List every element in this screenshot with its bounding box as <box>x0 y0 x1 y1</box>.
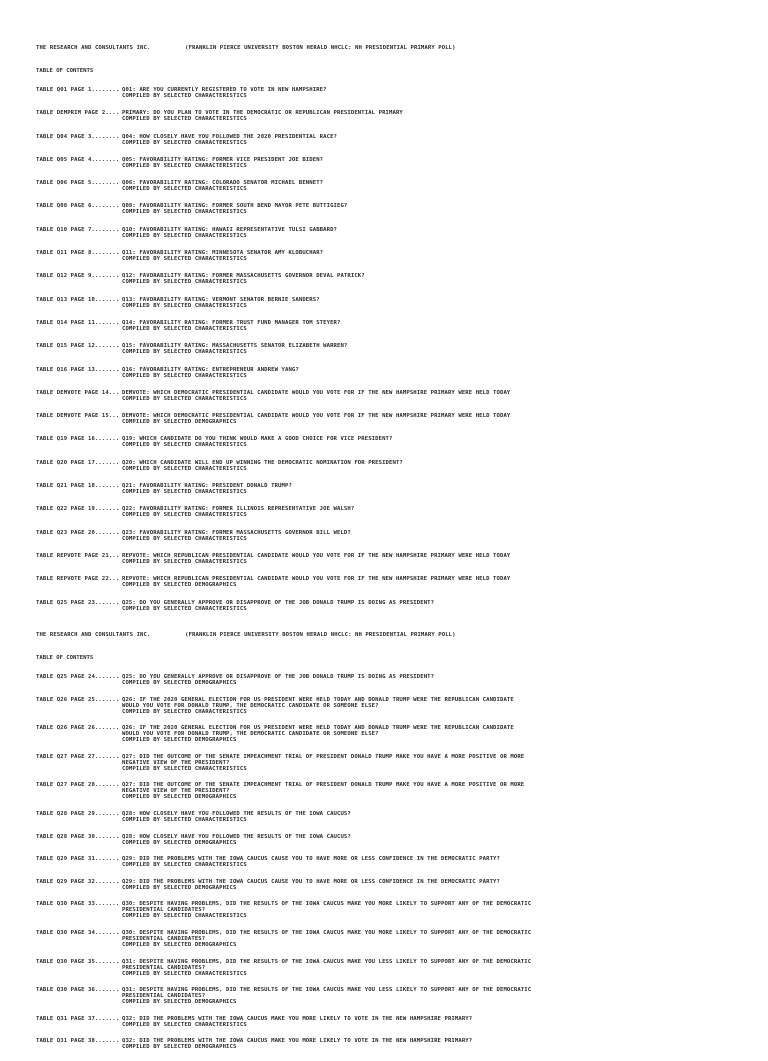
toc-entry-table-ref: TABLE Q26 PAGE 26....... <box>36 725 120 732</box>
toc-entry-description <box>122 390 748 402</box>
toc-entry-line: Q31: DESPITE HAVING PROBLEMS, DID THE RESULTS OF THE IOWA CAUCUS MAKE YOU LESS LIKELY TO SUPPORT ANY OF THE DEMOCRATIC <box>122 987 532 994</box>
toc-entry-line: Q16: FAVORABILITY RATING: ENTREPRENEUR ANDREW YANG? <box>122 366 299 373</box>
toc-entry <box>36 901 748 919</box>
toc-entry <box>36 87 748 99</box>
toc-entry-table-ref: TABLE Q13 PAGE 10....... <box>36 296 120 303</box>
toc-entry <box>36 436 748 448</box>
toc-entry-table-ref: TABLE Q01 PAGE 1........ <box>36 87 120 93</box>
toc-entry <box>36 834 748 846</box>
toc-entry-line: Q32: DID THE PROBLEMS WITH THE IOWA CAUCUS MAKE YOU MORE LIKELY TO VOTE IN THE NEW HAMPSHIRE PRIMARY? <box>122 1038 473 1045</box>
toc-entry-line: Q06: FAVORABILITY RATING: COLORADO SENATOR MICHAEL BENNET? <box>122 180 324 187</box>
toc-entry-line: COMPILED BY SELECTED CHARACTERISTICS <box>122 209 247 216</box>
toc-entry-description <box>122 367 748 379</box>
toc-entry-table-ref: TABLE Q26 PAGE 25....... <box>36 696 120 703</box>
toc-entry-description <box>122 782 748 800</box>
toc-entry-line: PRESIDENTIAL CANDIDATES? <box>122 907 206 914</box>
toc-entry <box>36 250 748 262</box>
toc-entry-description <box>122 674 748 686</box>
toc-entry-description <box>122 901 748 919</box>
toc-entry-line: COMPILED BY SELECTED CHARACTERISTICS <box>122 162 247 169</box>
toc-entry-line: WOULD YOU VOTE FOR DONALD TRUMP, THE DEMOCRATIC CANDIDATE OR SOMEONE ELSE? <box>122 731 379 738</box>
toc-entry-line: COMPILED BY SELECTED DEMOGRAPHICS <box>122 794 237 801</box>
toc-entry-description <box>122 134 748 146</box>
toc-entry-description <box>122 879 748 891</box>
toc-entry-line: COMPILED BY SELECTED CHARACTERISTICS <box>122 232 247 239</box>
toc-entry-line: Q29: DID THE PROBLEMS WITH THE IOWA CAUCUS CAUSE YOU TO HAVE MORE OR LESS CONFIDENCE IN THE DEMOCRATIC PARTY? <box>122 878 500 885</box>
toc-entry-line: Q25: DO YOU GENERALLY APPROVE OR DISAPPROVE OF THE JOB DONALD TRUMP IS DOING AS PRESIDENT? <box>122 599 435 606</box>
toc-entry-description <box>122 110 748 122</box>
toc-entry-table-ref: TABLE Q04 PAGE 3........ <box>36 133 120 140</box>
toc-entry <box>36 674 748 686</box>
toc-entry-line: COMPILED BY SELECTED DEMOGRAPHICS <box>122 884 237 891</box>
toc-entry-line: Q10: FAVORABILITY RATING: HAWAII REPRESENTATIVE TULSI GABBARD? <box>122 226 337 233</box>
toc-entry-line: Q21: FAVORABILITY RATING: PRESIDENT DONALD TRUMP? <box>122 483 292 490</box>
toc-entry-description <box>122 834 748 846</box>
toc-entry-line: COMPILED BY SELECTED DEMOGRAPHICS <box>122 582 237 589</box>
toc-entry <box>36 959 748 977</box>
toc-entry-description <box>122 87 748 99</box>
toc-entry-table-ref: TABLE Q20 PAGE 17....... <box>36 459 120 466</box>
toc-entry-table-ref: TABLE Q30 PAGE 34....... <box>36 929 120 936</box>
toc-entry-table-ref: TABLE REPVOTE PAGE 21... <box>36 552 120 559</box>
toc-entry <box>36 460 748 472</box>
toc-entry-line: Q32: DID THE PROBLEMS WITH THE IOWA CAUCUS MAKE YOU MORE LIKELY TO VOTE IN THE NEW HAMPSHIRE PRIMARY? <box>122 1015 473 1022</box>
toc-entry-table-ref: TABLE Q27 PAGE 28....... <box>36 782 120 789</box>
toc-entry <box>36 413 748 425</box>
toc-entry <box>36 506 748 518</box>
toc-entry <box>36 134 748 146</box>
toc-entry-description <box>122 553 748 565</box>
toc-entry-table-ref: TABLE Q05 PAGE 4........ <box>36 156 120 163</box>
toc-entry-line: Q26: IF THE 2020 GENERAL ELECTION FOR US PRESIDENT WERE HELD TODAY AND DONALD TRUMP WERE THE REPUBLICAN CANDIDATE <box>122 725 514 732</box>
toc-entry-line: NEGATIVE VIEW OF THE PRESIDENT? <box>122 759 230 766</box>
toc-entry-table-ref: TABLE Q31 PAGE 37....... <box>36 1015 120 1022</box>
toc-entry <box>36 576 748 588</box>
toc-entry-description <box>122 930 748 948</box>
toc-entry-line: COMPILED BY SELECTED CHARACTERISTICS <box>122 256 247 263</box>
toc-entry-line: COMPILED BY SELECTED CHARACTERISTICS <box>122 139 247 146</box>
toc-entry-description <box>122 250 748 262</box>
toc-entry-table-ref: TABLE Q12 PAGE 9........ <box>36 273 120 280</box>
toc-entry-table-ref: TABLE Q10 PAGE 7........ <box>36 226 120 233</box>
toc-entry <box>36 725 748 743</box>
toc-entry-description <box>122 856 748 868</box>
toc-entry <box>36 530 748 542</box>
toc-entry-table-ref: TABLE DEMVOTE PAGE 14... <box>36 389 120 396</box>
toc-entry-line: COMPILED BY SELECTED CHARACTERISTICS <box>122 1021 247 1028</box>
toc-entry-description <box>122 460 748 472</box>
toc-entry-table-ref: TABLE Q15 PAGE 12....... <box>36 343 120 350</box>
toc-entry-table-ref: TABLE Q28 PAGE 30....... <box>36 833 120 840</box>
toc-entry-table-ref: TABLE Q28 PAGE 29....... <box>36 810 120 817</box>
toc-entry <box>36 343 748 355</box>
toc-entry-line: Q28: HOW CLOSELY HAVE YOU FOLLOWED THE RESULTS OF THE IOWA CAUCUS? <box>122 810 351 817</box>
toc-entry-line: Q22: FAVORABILITY RATING: FORMER ILLINOIS REPRESENTATIVE JOE WALSH? <box>122 506 355 513</box>
toc-entry <box>36 1016 748 1028</box>
toc-entry-description <box>122 754 748 772</box>
toc-entry <box>36 203 748 215</box>
toc-entry-line: PRESIDENTIAL CANDIDATES? <box>122 993 206 1000</box>
toc-entry-line: WOULD YOU VOTE FOR DONALD TRUMP, THE DEMOCRATIC CANDIDATE OR SOMEONE ELSE? <box>122 702 379 709</box>
toc-entry <box>36 811 748 823</box>
toc-entry-line: COMPILED BY SELECTED CHARACTERISTICS <box>122 93 247 99</box>
toc-entry-line: Q27: DID THE OUTCOME OF THE SENATE IMPEACHMENT TRIAL OF PRESIDENT DONALD TRUMP MAKE YOU HAVE A MORE POSITIVE OR MORE <box>122 782 525 789</box>
toc-entry-line: COMPILED BY SELECTED CHARACTERISTICS <box>122 605 247 612</box>
toc-entry-line: COMPILED BY SELECTED CHARACTERISTICS <box>122 349 247 356</box>
toc-entry <box>36 320 748 332</box>
toc-entry <box>36 930 748 948</box>
toc-entry-line: COMPILED BY SELECTED CHARACTERISTICS <box>122 558 247 565</box>
toc-entry-description <box>122 413 748 425</box>
toc-entry-line: COMPILED BY SELECTED CHARACTERISTICS <box>122 442 247 449</box>
toc-entry <box>36 227 748 239</box>
toc-entry <box>36 110 748 122</box>
toc-entry <box>36 180 748 192</box>
toc-entry-line: COMPILED BY SELECTED CHARACTERISTICS <box>122 913 247 920</box>
toc-entry-line: NEGATIVE VIEW OF THE PRESIDENT? <box>122 788 230 795</box>
page-header: THE RESEARCH AND CONSULTANTS INC. (FRANKLIN PIERCE UNIVERSITY BOSTON HERALD NHCLC: NH PRESIDENTIAL PRIMARY POLL) <box>36 45 456 51</box>
toc-entry-line: COMPILED BY SELECTED CHARACTERISTICS <box>122 535 247 542</box>
toc-entry-description <box>122 157 748 169</box>
toc-entry-description <box>122 530 748 542</box>
toc-entry-line: DEMVOTE: WHICH DEMOCRATIC PRESIDENTIAL CANDIDATE WOULD YOU VOTE FOR IF THE NEW HAMPSHIRE PRIMARY WERE HELD TODAY <box>122 389 511 396</box>
toc-list <box>36 674 748 1050</box>
toc-entry-line: COMPILED BY SELECTED DEMOGRAPHICS <box>122 1044 237 1051</box>
toc-entry-line: COMPILED BY SELECTED CHARACTERISTICS <box>122 186 247 193</box>
toc-title: TABLE OF CONTENTS <box>36 68 94 74</box>
toc-entry-line: Q25: DO YOU GENERALLY APPROVE OR DISAPPROVE OF THE JOB DONALD TRUMP IS DOING AS PRESIDENT? <box>122 674 435 680</box>
toc-entry-line: PRESIDENTIAL CANDIDATES? <box>122 964 206 971</box>
toc-entry-line: COMPILED BY SELECTED CHARACTERISTICS <box>122 279 247 286</box>
toc-entry-line: COMPILED BY SELECTED CHARACTERISTICS <box>122 765 247 772</box>
toc-entry-line: Q20: WHICH CANDIDATE WILL END UP WINNING THE DEMOCRATIC NOMINATION FOR PRESIDENT? <box>122 459 403 466</box>
toc-entry-line: COMPILED BY SELECTED DEMOGRAPHICS <box>122 737 237 744</box>
toc-entry-table-ref: TABLE Q22 PAGE 19....... <box>36 506 120 513</box>
toc-entry-table-ref: TABLE Q21 PAGE 18....... <box>36 483 120 490</box>
toc-entry-line: COMPILED BY SELECTED CHARACTERISTICS <box>122 395 247 402</box>
toc-entry-description <box>122 227 748 239</box>
toc-entry-description <box>122 297 748 309</box>
toc-entry-line: COMPILED BY SELECTED DEMOGRAPHICS <box>122 680 237 686</box>
toc-entry-line: Q05: FAVORABILITY RATING: FORMER VICE PRESIDENT JOE BIDEN? <box>122 156 324 163</box>
toc-entry-line: Q14: FAVORABILITY RATING: FORMER TRUST FUND MANAGER TOM STEYER? <box>122 319 341 326</box>
toc-entry-table-ref: TABLE Q30 PAGE 35....... <box>36 958 120 965</box>
toc-entry <box>36 856 748 868</box>
toc-entry-line: Q30: DESPITE HAVING PROBLEMS, DID THE RESULTS OF THE IOWA CAUCUS MAKE YOU MORE LIKELY TO SUPPORT ANY OF THE DEMOCRATIC <box>122 929 532 936</box>
toc-entry-description <box>122 273 748 285</box>
toc-entry-description <box>122 697 748 715</box>
toc-entry-line: PRESIDENTIAL CANDIDATES? <box>122 935 206 942</box>
toc-entry-line: COMPILED BY SELECTED CHARACTERISTICS <box>122 302 247 309</box>
toc-entry-line: COMPILED BY SELECTED CHARACTERISTICS <box>122 465 247 472</box>
page-header: THE RESEARCH AND CONSULTANTS INC. (FRANKLIN PIERCE UNIVERSITY BOSTON HERALD NHCLC: NH PRESIDENTIAL PRIMARY POLL) <box>36 632 456 638</box>
toc-entry-description <box>122 1016 748 1028</box>
toc-entry-line: Q19: WHICH CANDIDATE DO YOU THINK WOULD MAKE A GOOD CHOICE FOR VICE PRESIDENT? <box>122 436 393 443</box>
toc-entry-table-ref: TABLE Q06 PAGE 5........ <box>36 180 120 187</box>
toc-entry-table-ref: TABLE Q30 PAGE 33....... <box>36 901 120 908</box>
toc-entry-line: DEMVOTE: WHICH DEMOCRATIC PRESIDENTIAL CANDIDATE WOULD YOU VOTE FOR IF THE NEW HAMPSHIRE PRIMARY WERE HELD TODAY <box>122 413 511 420</box>
toc-entry-table-ref: TABLE Q27 PAGE 27....... <box>36 753 120 760</box>
toc-entry <box>36 297 748 309</box>
toc-entry-line: Q15: FAVORABILITY RATING: MASSACHUSETTS SENATOR ELIZABETH WARREN? <box>122 343 348 350</box>
toc-entry-line: COMPILED BY SELECTED CHARACTERISTICS <box>122 372 247 379</box>
toc-entry <box>36 879 748 891</box>
toc-entry-line: Q26: IF THE 2020 GENERAL ELECTION FOR US PRESIDENT WERE HELD TODAY AND DONALD TRUMP WERE THE REPUBLICAN CANDIDATE <box>122 696 514 703</box>
toc-entry-table-ref: TABLE Q31 PAGE 38....... <box>36 1038 120 1045</box>
toc-entry-line: Q11: FAVORABILITY RATING: MINNESOTA SENATOR AMY KLOBUCHAR? <box>122 250 324 257</box>
toc-entry-line: COMPILED BY SELECTED DEMOGRAPHICS <box>122 941 237 948</box>
toc-entry-line: Q08: FAVORABILITY RATING: FORMER SOUTH BEND MAYOR PETE BUTTIGIEG? <box>122 203 348 210</box>
toc-entry-description <box>122 959 748 977</box>
report-page-2 <box>0 631 768 1061</box>
toc-entry-line: REPVOTE: WHICH REPUBLICAN PRESIDENTIAL CANDIDATE WOULD YOU VOTE FOR IF THE NEW HAMPSHIRE PRIMARY WERE HELD TODAY <box>122 576 511 583</box>
toc-entry-table-ref: TABLE Q29 PAGE 31....... <box>36 856 120 863</box>
toc-entry-line: Q30: DESPITE HAVING PROBLEMS, DID THE RESULTS OF THE IOWA CAUCUS MAKE YOU MORE LIKELY TO SUPPORT ANY OF THE DEMOCRATIC <box>122 901 532 908</box>
toc-entry-description <box>122 600 748 612</box>
toc-entry-line: COMPILED BY SELECTED CHARACTERISTICS <box>122 862 247 869</box>
toc-entry-line: COMPILED BY SELECTED CHARACTERISTICS <box>122 816 247 823</box>
toc-entry-description <box>122 987 748 1005</box>
toc-entry-line: COMPILED BY SELECTED CHARACTERISTICS <box>122 116 247 123</box>
toc-entry-table-ref: TABLE Q25 PAGE 23....... <box>36 599 120 606</box>
toc-list <box>36 87 748 612</box>
toc-entry-line: Q29: DID THE PROBLEMS WITH THE IOWA CAUCUS CAUSE YOU TO HAVE MORE OR LESS CONFIDENCE IN THE DEMOCRATIC PARTY? <box>122 856 500 863</box>
toc-entry-table-ref: TABLE Q16 PAGE 13....... <box>36 366 120 373</box>
toc-entry-table-ref: TABLE DEMVOTE PAGE 15... <box>36 413 120 420</box>
toc-entry-line: Q04: HOW CLOSELY HAVE YOU FOLLOWED THE 2020 PRESIDENTIAL RACE? <box>122 133 337 140</box>
toc-entry-description <box>122 436 748 448</box>
toc-entry-line: Q23: FAVORABILITY RATING: FORMER MASSACHUSETTS GOVERNOR BILL WELD? <box>122 529 351 536</box>
toc-entry <box>36 273 748 285</box>
toc-entry-line: COMPILED BY SELECTED CHARACTERISTICS <box>122 325 247 332</box>
toc-entry <box>36 987 748 1005</box>
toc-entry-description <box>122 203 748 215</box>
toc-entry-table-ref: TABLE Q29 PAGE 32....... <box>36 878 120 885</box>
toc-entry-table-ref: TABLE Q19 PAGE 16....... <box>36 436 120 443</box>
toc-entry-table-ref: TABLE Q08 PAGE 6........ <box>36 203 120 210</box>
toc-entry-description <box>122 320 748 332</box>
toc-entry-line: COMPILED BY SELECTED DEMOGRAPHICS <box>122 999 237 1006</box>
toc-entry-description <box>122 576 748 588</box>
toc-entry-line: Q01: ARE YOU CURRENTLY REGISTERED TO VOTE IN NEW HAMPSHIRE? <box>122 87 327 93</box>
toc-entry <box>36 367 748 379</box>
toc-entry-table-ref: TABLE Q25 PAGE 24....... <box>36 674 120 680</box>
toc-entry-line: REPVOTE: WHICH REPUBLICAN PRESIDENTIAL CANDIDATE WOULD YOU VOTE FOR IF THE NEW HAMPSHIRE PRIMARY WERE HELD TODAY <box>122 552 511 559</box>
toc-entry-table-ref: TABLE Q14 PAGE 11....... <box>36 319 120 326</box>
toc-entry <box>36 553 748 565</box>
toc-entry <box>36 390 748 402</box>
toc-entry-description <box>122 1038 748 1050</box>
toc-entry-description <box>122 483 748 495</box>
toc-entry-line: COMPILED BY SELECTED CHARACTERISTICS <box>122 489 247 496</box>
toc-entry-table-ref: TABLE Q23 PAGE 20....... <box>36 529 120 536</box>
toc-entry <box>36 600 748 612</box>
toc-entry-line: Q31: DESPITE HAVING PROBLEMS, DID THE RESULTS OF THE IOWA CAUCUS MAKE YOU LESS LIKELY TO SUPPORT ANY OF THE DEMOCRATIC <box>122 958 532 965</box>
toc-entry-line: Q12: FAVORABILITY RATING: FORMER MASSACHUSETTS GOVERNOR DEVAL PATRICK? <box>122 273 365 280</box>
toc-entry <box>36 157 748 169</box>
toc-entry <box>36 754 748 772</box>
toc-entry <box>36 483 748 495</box>
toc-entry-line: Q27: DID THE OUTCOME OF THE SENATE IMPEACHMENT TRIAL OF PRESIDENT DONALD TRUMP MAKE YOU HAVE A MORE POSITIVE OR MORE <box>122 753 525 760</box>
toc-entry-description <box>122 343 748 355</box>
toc-entry-description <box>122 180 748 192</box>
toc-entry-description <box>122 725 748 743</box>
toc-entry-line: COMPILED BY SELECTED CHARACTERISTICS <box>122 512 247 519</box>
toc-entry-line: COMPILED BY SELECTED DEMOGRAPHICS <box>122 839 237 846</box>
toc-entry-line: COMPILED BY SELECTED DEMOGRAPHICS <box>122 419 237 426</box>
toc-entry-table-ref: TABLE DEMPRIM PAGE 2.... <box>36 110 120 117</box>
toc-title: TABLE OF CONTENTS <box>36 655 94 661</box>
toc-entry-table-ref: TABLE Q11 PAGE 8........ <box>36 250 120 257</box>
toc-entry-table-ref: TABLE Q30 PAGE 36....... <box>36 987 120 994</box>
toc-entry <box>36 782 748 800</box>
toc-entry <box>36 1038 748 1050</box>
toc-entry-description <box>122 811 748 823</box>
toc-entry <box>36 697 748 715</box>
toc-entry-description <box>122 506 748 518</box>
toc-entry-line: Q28: HOW CLOSELY HAVE YOU FOLLOWED THE RESULTS OF THE IOWA CAUCUS? <box>122 833 351 840</box>
report-page-1 <box>0 44 768 623</box>
toc-entry-table-ref: TABLE REPVOTE PAGE 22... <box>36 576 120 583</box>
toc-entry-line: COMPILED BY SELECTED CHARACTERISTICS <box>122 970 247 977</box>
toc-entry-line: COMPILED BY SELECTED CHARACTERISTICS <box>122 708 247 715</box>
toc-entry-line: Q13: FAVORABILITY RATING: VERMONT SENATOR BERNIE SANDERS? <box>122 296 320 303</box>
toc-entry-line: PRIMARY: DO YOU PLAN TO VOTE IN THE DEMOCRATIC OR REPUBLICAN PRESIDENTIAL PRIMARY <box>122 110 403 117</box>
